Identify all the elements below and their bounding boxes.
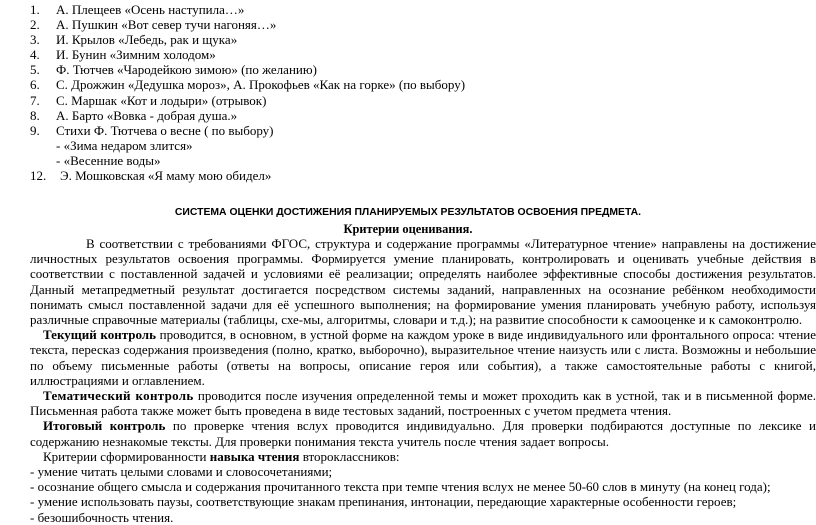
criteria-intro-bold: навыка чтения [209,448,300,464]
current-control-label: Текущий контроль [43,327,156,343]
list-item-text: И. Крылов «Лебедь, рак и щука» [56,32,238,48]
list-item [30,2,465,17]
list-item [30,32,465,47]
list-item-number: 9. [30,122,40,138]
thematic-control-paragraph [30,388,816,418]
body-text [30,236,816,525]
list-item [30,47,465,62]
list-item [30,93,465,108]
current-control-paragraph [30,327,816,388]
list-item [30,108,465,123]
list-item-text: И. Бунин «Зимним холодом» [56,47,216,63]
list-item-text: А. Плещеев «Осень наступила…» [56,2,245,17]
criteria-item: - умение использовать паузы, соответствующие знакам препинания, интонации, передающие характерные особенности героев; [30,494,737,510]
list-sub-item: - «Весенние воды» [56,152,161,168]
section-heading: СИСТЕМА ОЦЕНКИ ДОСТИЖЕНИЯ ПЛАНИРУЕМЫХ РЕЗУЛЬТАТОВ ОСВОЕНИЯ ПРЕДМЕТА. [174,207,642,218]
list-sub-item: - «Зима недаром злится» [56,137,193,153]
list-item-number: 3. [30,32,40,48]
intro-paragraph: В соответствии с требованиями ФГОС, структура и содержание программы «Литературное чтение» направлены на достижение личностных результатов освоения программы. Формируется умение планировать, контролировать и оценивать учебные действия в соответствии с поставленной задачей и условиями её реализации; определять наиболее эффективные способы достижения результатов. Данный метапредметный результат достигается посредством системы заданий, направленных на осознание ребёнком необходимости понимать смысл поставленной задачи для её успешного выполнения; на формирование умения планировать учебную работу, используя различные справочные материалы (таблицы, схе-мы, алгоритмы, словари и т.д.); на развитие способности к самооценке и к самоконтролю. [30,236,816,328]
list-item-number: 2. [30,17,40,33]
list-item [30,77,465,92]
list-item-number: 8. [30,107,40,123]
thematic-control-text: проводится после изучения определенной темы и может проходить как в устной, так и в письменной форме. Письменная работа также может быть проведена в виде тестовых заданий, построенных с учетом предмета чтения. [30,388,816,419]
list-item-text: Э. Мошковская «Я маму мою обидел» [60,168,272,184]
list-item-text: А. Пушкин «Вот север тучи нагоняя…» [56,17,277,33]
list-item [30,17,465,32]
list-item-number: 5. [30,62,40,78]
reading-list [30,2,465,183]
criteria-intro-paragraph [30,449,816,464]
list-item-text: С. Дрожжин «Дедушка мороз», А. Прокофьев «Как на горке» (по выбору) [56,77,466,93]
final-control-label: Итоговый контроль [43,418,166,434]
list-item-number: 1. [30,2,40,17]
list-item-text: С. Маршак «Кот и лодыри» (отрывок) [56,92,267,108]
criteria-item: - осознание общего смысла и содержания прочитанного текста при темпе чтения вслух не менее 50-60 слов в минуту (на конец года); [30,479,771,495]
final-control-text: по проверке чтения вслух проводится индивидуально. Для проверки подбираются доступные по лексике и содержанию незнакомые тексты. Для проверки понимания текста учитель после чтения задает вопросы. [30,418,816,449]
list-item-text: Стихи Ф. Тютчева о весне ( по выбору) [56,122,274,138]
criteria-item: - безошибочность чтения. [30,509,174,525]
criteria-item: - умение читать целыми словами и словосочетаниями; [30,464,333,480]
list-item-text: А. Барто «Вовка - добрая душа.» [56,107,238,123]
current-control-text: проводится, в основном, в устной форме на каждом уроке в виде индивидуального или фронтального опроса: чтение текста, пересказ содержания произведения (полно, кратко, выборочно), выразительное чтение наизусть или с листа. Возможны и небольшие по объему письменные работы (ответы на вопросы, описание героя или события), а также самостоятельные работы с книгой, иллюстрациями и оглавлением. [30,327,816,388]
list-item [30,123,465,138]
criteria-heading: Критерии оценивания. [343,222,473,236]
list-item-number: 7. [30,92,40,108]
list-item-number: 6. [30,77,40,93]
list-item-number: 4. [30,47,40,63]
criteria-intro-pre: Критерии сформированности [43,448,210,464]
list-item [30,62,465,77]
thematic-control-label: Тематический контроль [43,388,194,404]
list-item-number: 12. [30,168,47,184]
list-item-text: Ф. Тютчев «Чародейкою зимою» (по желанию) [56,62,317,78]
final-control-paragraph [30,418,816,448]
list-item [30,168,465,183]
criteria-intro-post: второклассников: [299,448,400,464]
